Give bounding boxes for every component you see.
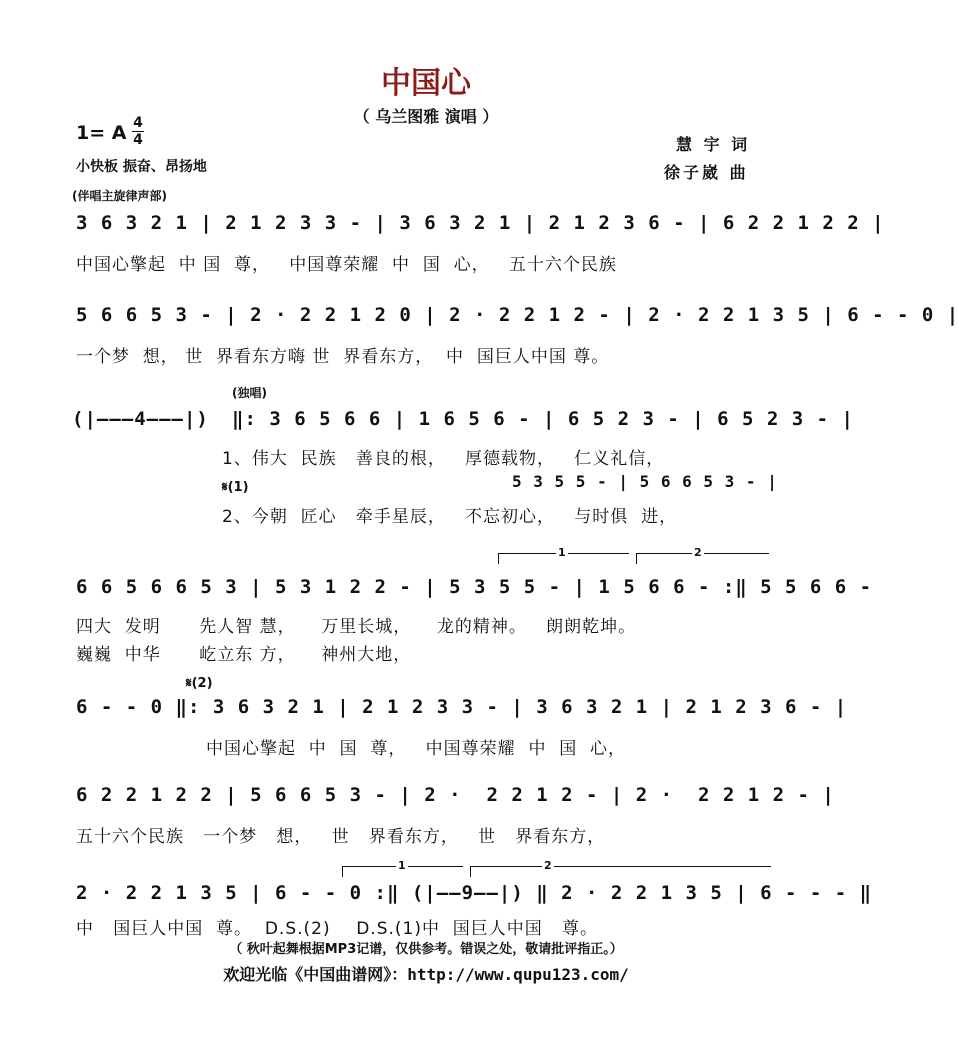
rest-block-4: (|———4———|) [72,408,209,430]
solo-label: (独唱) [232,386,267,400]
volta-number-3: 1 [398,859,406,872]
segno-2: 𝄋(2) [186,676,213,691]
tempo-marking: 小快板 振奋、昂扬地 [76,159,207,175]
notation-system-1: 3 6 3 2 1 | 2 1 2 3 3 - | 3 6 3 2 1 | 2 1 2 3 6 - | 6 2 2 1 2 2 | [76,212,885,234]
site-welcome-link[interactable]: 欢迎光临《中国曲谱网》：http://www.qupu123.com/ [223,965,629,984]
performer-line: （ 乌兰图雅 演唱 ） [353,107,499,126]
song-title: 中国心 [381,66,471,101]
notation-system-6: 6 2 2 1 2 2 | 5 6 6 5 3 - | 2 · 2 2 1 2 - | 2 · 2 2 1 2 - | [76,784,835,806]
volta-number-1: 1 [558,546,566,559]
notation-system-5: 6 - - 0 ‖: 3 6 3 2 1 | 2 1 2 3 3 - | 3 6 3 2 1 | 2 1 2 3 6 - | [76,696,848,718]
lyrics-system-3-verse-2: 2、今朝 匠心 牵手星辰， 不忘初心， 与时俱 进， [222,507,678,527]
lyrics-system-2: 一个梦 想， 世 界看东方嗨 世 界看东方， 中 国巨人中国 尊。 [76,347,610,367]
key-signature: 1= A [76,122,127,144]
composer-credit: 徐子崴 曲 [664,163,749,182]
part-label: (伴唱主旋律声部) [72,189,167,203]
volta-bracket-4 [470,866,771,877]
lyrics-system-3-verse-1: 1、伟大 民族 善良的根， 厚德载物， 仁义礼信， [222,449,665,469]
time-top: 4 [133,115,143,131]
transcriber-note: （ 秋叶起舞根据MP3记谱，仅供参考。错误之处，敬请批评指正。） [229,942,623,957]
volta-number-4: 2 [544,859,552,872]
notation-system-3-alt: 5 3 5 5 - | 5 6 6 5 3 - | [512,472,778,491]
volta-number-2: 2 [694,546,702,559]
notation-system-3: ‖: 3 6 5 6 6 | 1 6 5 6 - | 6 5 2 3 - | 6 5 2 3 - | [232,408,854,430]
lyrics-system-5: 中国心擎起 中 国 尊， 中国尊荣耀 中 国 心， [206,739,627,759]
lyrics-system-6: 五十六个民族 一个梦 想， 世 界看东方， 世 界看东方， [76,827,606,847]
lyrics-system-4-verse-2: 巍巍 中华 屹立东 方， 神州大地， [76,645,412,665]
lyrics-system-4-verse-1: 四大 发明 先人智 慧， 万里长城， 龙的精神。 朗朗乾坤。 [76,617,637,637]
time-bottom: 4 [133,132,143,148]
notation-system-4: 6 6 5 6 6 5 3 | 5 3 1 2 2 - | 5 3 5 5 - | 1 5 6 6 - :‖ 5 5 6 6 - [76,576,873,598]
lyrics-system-7: 中 国巨人中国 尊。 D.S.(2) D.S.(1)中 国巨人中国 尊。 [76,919,598,939]
notation-system-2: 5 6 6 5 3 - | 2 · 2 2 1 2 0 | 2 · 2 2 1 2 - | 2 · 2 2 1 3 5 | 6 - - 0 | [76,304,959,326]
lyricist-credit: 慧 宇 词 [676,135,751,154]
time-signature [132,116,144,147]
segno-1: 𝄋(1) [222,480,249,495]
lyrics-system-1: 中国心擎起 中 国 尊， 中国尊荣耀 中 国 心， 五十六个民族 [76,255,617,275]
notation-system-7: 2 · 2 2 1 3 5 | 6 - - 0 :‖ (|——9——|) ‖ 2 · 2 2 1 3 5 | 6 - - - ‖ [76,882,873,904]
